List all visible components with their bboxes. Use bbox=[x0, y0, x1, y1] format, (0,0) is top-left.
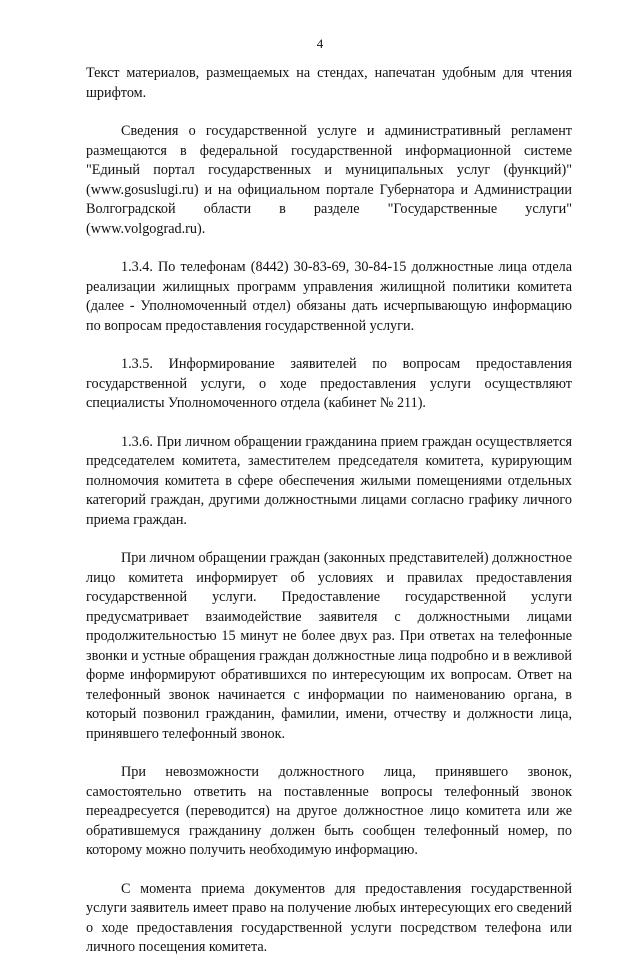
paragraph-1-3-5-informing: 1.3.5. Информирование заявителей по вопросам предоставления государственной услуги, о ходе предоставления услуги осуществляют специалисты Уполномоченного отдела (кабинет № 211). bbox=[86, 356, 572, 411]
page-number: 4 bbox=[316, 36, 324, 51]
paragraph-stands-font: Текст материалов, размещаемых на стендах, напечатан удобным для чтения шрифтом. bbox=[86, 65, 572, 101]
paragraph-call-redirect: При невозможности должностного лица, принявшего звонок, самостоятельно ответить на поставленные вопросы телефонный звонок переадресуется (переводится) на другое должностное лицо комитета или же обратившемуся гражданину должен быть сообщен телефонный номер, по которому можно получить необходимую информацию. bbox=[86, 764, 572, 858]
paragraph-personal-appeal: При личном обращении граждан (законных представителей) должностное лицо комитета информирует об условиях и правилах предоставления государственной услуги. Предоставление государственной услуги предусматривает взаимодействие заявителя с должностными лицами продолжительностью 15 минут не более двух раз. При ответах на телефонные звонки и устные обращения граждан должностные лица подробно и в вежливой форме информируют обратившихся по интересующим их вопросам. Ответ на телефонный звонок начинается с информации по наименованию органа, в который позвонил гражданин, фамилии, имени, отчеству и должности лица, принявшего телефонный звонок. bbox=[86, 550, 572, 742]
paragraph-applicant-rights: С момента приема документов для предоставления государственной услуги заявитель имеет право на получение любых интересующих его сведений о ходе предоставления государственной услуги посредством телефона или личного посещения комитета. bbox=[86, 880, 572, 955]
paragraph-1-3-6-personal-reception: 1.3.6. При личном обращении гражданина прием граждан осуществляется председателем комитета, заместителем председателя комитета, курирующим полномочия комитета в сфере обеспечения жилыми помещениями отдельных категорий граждан, другими должностными лицами согласно графику личного приема граждан. bbox=[86, 433, 572, 528]
document-body bbox=[86, 64, 572, 977]
paragraph-information-placement: Сведения о государственной услуге и административный регламент размещаются в федеральной государственной информационной системе "Единый портал государственных и муниципальных услуг (функций)" (www.gosuslugi.ru) и на официальном портале Губернатора и Администрации Волгоградской области в разделе "Государственные услуги" (www.volgograd.ru). bbox=[86, 123, 572, 237]
paragraph-1-3-4-phones: 1.3.4. По телефонам (8442) 30-83-69, 30-84-15 должностные лица отдела реализации жилищных программ управления жилищной политики комитета (далее - Уполномоченный отдел) обязаны дать исчерпывающую информацию по вопросам предоставления государственной услуги. bbox=[86, 259, 572, 334]
